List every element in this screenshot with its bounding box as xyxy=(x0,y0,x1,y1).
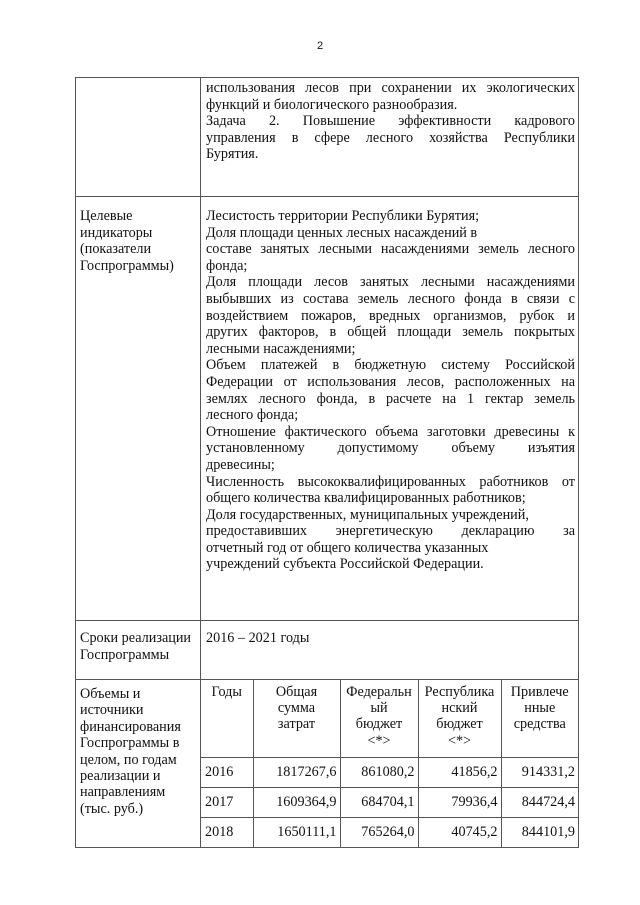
label-line: Госпрограммы в xyxy=(80,735,180,752)
tasks-paragraph-1 xyxy=(206,80,575,113)
label-line: Сроки реализации xyxy=(80,630,192,646)
header-line: Федеральн xyxy=(346,684,412,700)
text-line: установленному допустимому объему изъятия xyxy=(206,440,575,457)
label-line: источники xyxy=(80,702,144,719)
tasks-label-cell xyxy=(76,78,201,197)
cell-total: 1609364,9 xyxy=(253,788,340,818)
label-line: индикаторы xyxy=(80,224,153,241)
header-line: ый xyxy=(370,700,388,717)
page-number: 2 xyxy=(316,40,324,52)
cell-attracted: 844724,4 xyxy=(501,788,578,818)
indicator-item xyxy=(206,274,575,357)
cell-federal: 684704,1 xyxy=(340,788,418,818)
text-line: отчетный год от общего количества указанных xyxy=(206,539,489,556)
table-row xyxy=(201,758,578,788)
text-line: выбывших из состава земель лесного фонда в связи с xyxy=(206,290,575,307)
header-years xyxy=(201,680,253,758)
text-line: лесного фонда; xyxy=(206,407,299,424)
header-line: Республика xyxy=(424,684,495,700)
text-line: общего количества квалифицированных работников; xyxy=(206,490,526,507)
indicator-item xyxy=(206,507,575,573)
cell-federal: 861080,2 xyxy=(340,758,418,788)
text-line: Задача 2. Повышение эффективности кадрового xyxy=(206,113,575,130)
terms-value-cell xyxy=(201,621,579,680)
indicator-item xyxy=(206,225,575,275)
text-line: Доля площади ценных лесных насаждений в xyxy=(206,224,478,241)
text-line: учреждений субъекта Российской Федерации. xyxy=(206,556,484,573)
indicators-label-cell xyxy=(76,197,201,621)
text-line: составе занятых лесными насаждениями земель лесного xyxy=(206,241,575,258)
cell-year: 2016 xyxy=(201,758,253,788)
text-line: Бурятия. xyxy=(206,146,259,163)
financing-table xyxy=(201,680,578,847)
text-line: использования лесов при сохранении их экологических xyxy=(206,80,575,96)
text-line: Доля государственных, муниципальных учреждений, xyxy=(206,506,529,523)
header-line: средства xyxy=(513,716,566,733)
finance-label-cell xyxy=(76,680,201,848)
cell-year: 2017 xyxy=(201,788,253,818)
header-line: <*> xyxy=(367,732,391,749)
cell-attracted: 844101,9 xyxy=(501,818,578,848)
text-line: Федерации от использования лесов, расположенных на xyxy=(206,373,575,390)
text-line: функций и биологического разнообразия. xyxy=(206,96,458,113)
financing-header-row xyxy=(201,680,578,758)
indicator-item xyxy=(206,474,575,507)
label-line: Госпрограммы xyxy=(80,646,170,663)
text-line: Отношение фактического объема заготовки древесины к xyxy=(206,423,575,440)
header-line: сумма xyxy=(277,700,316,717)
finance-table-cell xyxy=(201,680,579,848)
indicator-item xyxy=(206,208,575,225)
cell-republic: 40745,2 xyxy=(418,818,501,848)
indicator-item xyxy=(206,357,575,423)
label-line: (показатели xyxy=(80,241,152,258)
header-federal-budget xyxy=(340,680,418,758)
header-line: затрат xyxy=(277,716,316,733)
text-line: землях лесного фонда, в расчете на 1 гектар земель xyxy=(206,390,575,407)
cell-total: 1817267,6 xyxy=(253,758,340,788)
label-line: целом, по годам xyxy=(80,751,177,768)
terms-value: 2016 – 2021 годы xyxy=(206,630,310,646)
header-line: бюджет xyxy=(436,716,483,733)
cell-federal: 765264,0 xyxy=(340,818,418,848)
header-line: нский xyxy=(441,700,478,717)
cell-attracted: 914331,2 xyxy=(501,758,578,788)
header-line: Общая xyxy=(275,684,318,700)
text-line: лесными насаждениями; xyxy=(206,340,356,357)
label-line: Объемы и xyxy=(80,686,141,702)
cell-republic: 41856,2 xyxy=(418,758,501,788)
header-attracted-funds xyxy=(501,680,578,758)
row-implementation-terms xyxy=(76,621,579,680)
cell-total: 1650111,1 xyxy=(253,818,340,848)
header-line: нные xyxy=(524,700,556,717)
header-line: Привлече xyxy=(510,684,569,700)
indicators-text-cell xyxy=(201,197,579,621)
cell-year: 2018 xyxy=(201,818,253,848)
tasks-text-cell xyxy=(201,78,579,197)
text-line: воздействием пожаров, вредных организмов, рубок и xyxy=(206,307,575,324)
table-row xyxy=(201,818,578,848)
header-republic-budget xyxy=(418,680,501,758)
tasks-paragraph-2 xyxy=(206,113,575,163)
table-row xyxy=(201,788,578,818)
passport-table xyxy=(75,77,579,848)
label-line: направлениям xyxy=(80,784,166,801)
row-financing xyxy=(76,680,579,848)
text-line: управления в сфере лесного хозяйства Республики xyxy=(206,129,575,146)
terms-label-cell xyxy=(76,621,201,680)
header-line: <*> xyxy=(447,732,472,749)
header-total-cost xyxy=(253,680,340,758)
text-line: Объем платежей в бюджетную систему Российской xyxy=(206,357,575,374)
label-line: Целевые xyxy=(80,208,133,224)
cell-republic: 79936,4 xyxy=(418,788,501,818)
text-line: древесины; xyxy=(206,456,275,473)
text-line: Численность высококвалифицированных работников от xyxy=(206,473,575,490)
row-tasks xyxy=(76,78,579,197)
text-line: предоставивших энергетическую декларацию за xyxy=(206,523,575,540)
label-line: финансирования xyxy=(80,718,181,735)
text-line: Лесистость территории Республики Бурятия; xyxy=(206,208,480,224)
indicator-item xyxy=(206,424,575,474)
row-target-indicators xyxy=(76,197,579,621)
text-line: других факторов, в общей площади земель покрытых xyxy=(206,324,575,341)
label-line: Госпрограммы) xyxy=(80,257,174,274)
text-line: фонда; xyxy=(206,257,248,274)
header-line: Годы xyxy=(211,684,242,700)
header-line: бюджет xyxy=(355,716,403,733)
label-line: реализации и xyxy=(80,768,161,785)
label-line: (тыс. руб.) xyxy=(80,800,144,817)
text-line: Доля площади лесов занятых лесными насаждениями xyxy=(206,274,575,291)
